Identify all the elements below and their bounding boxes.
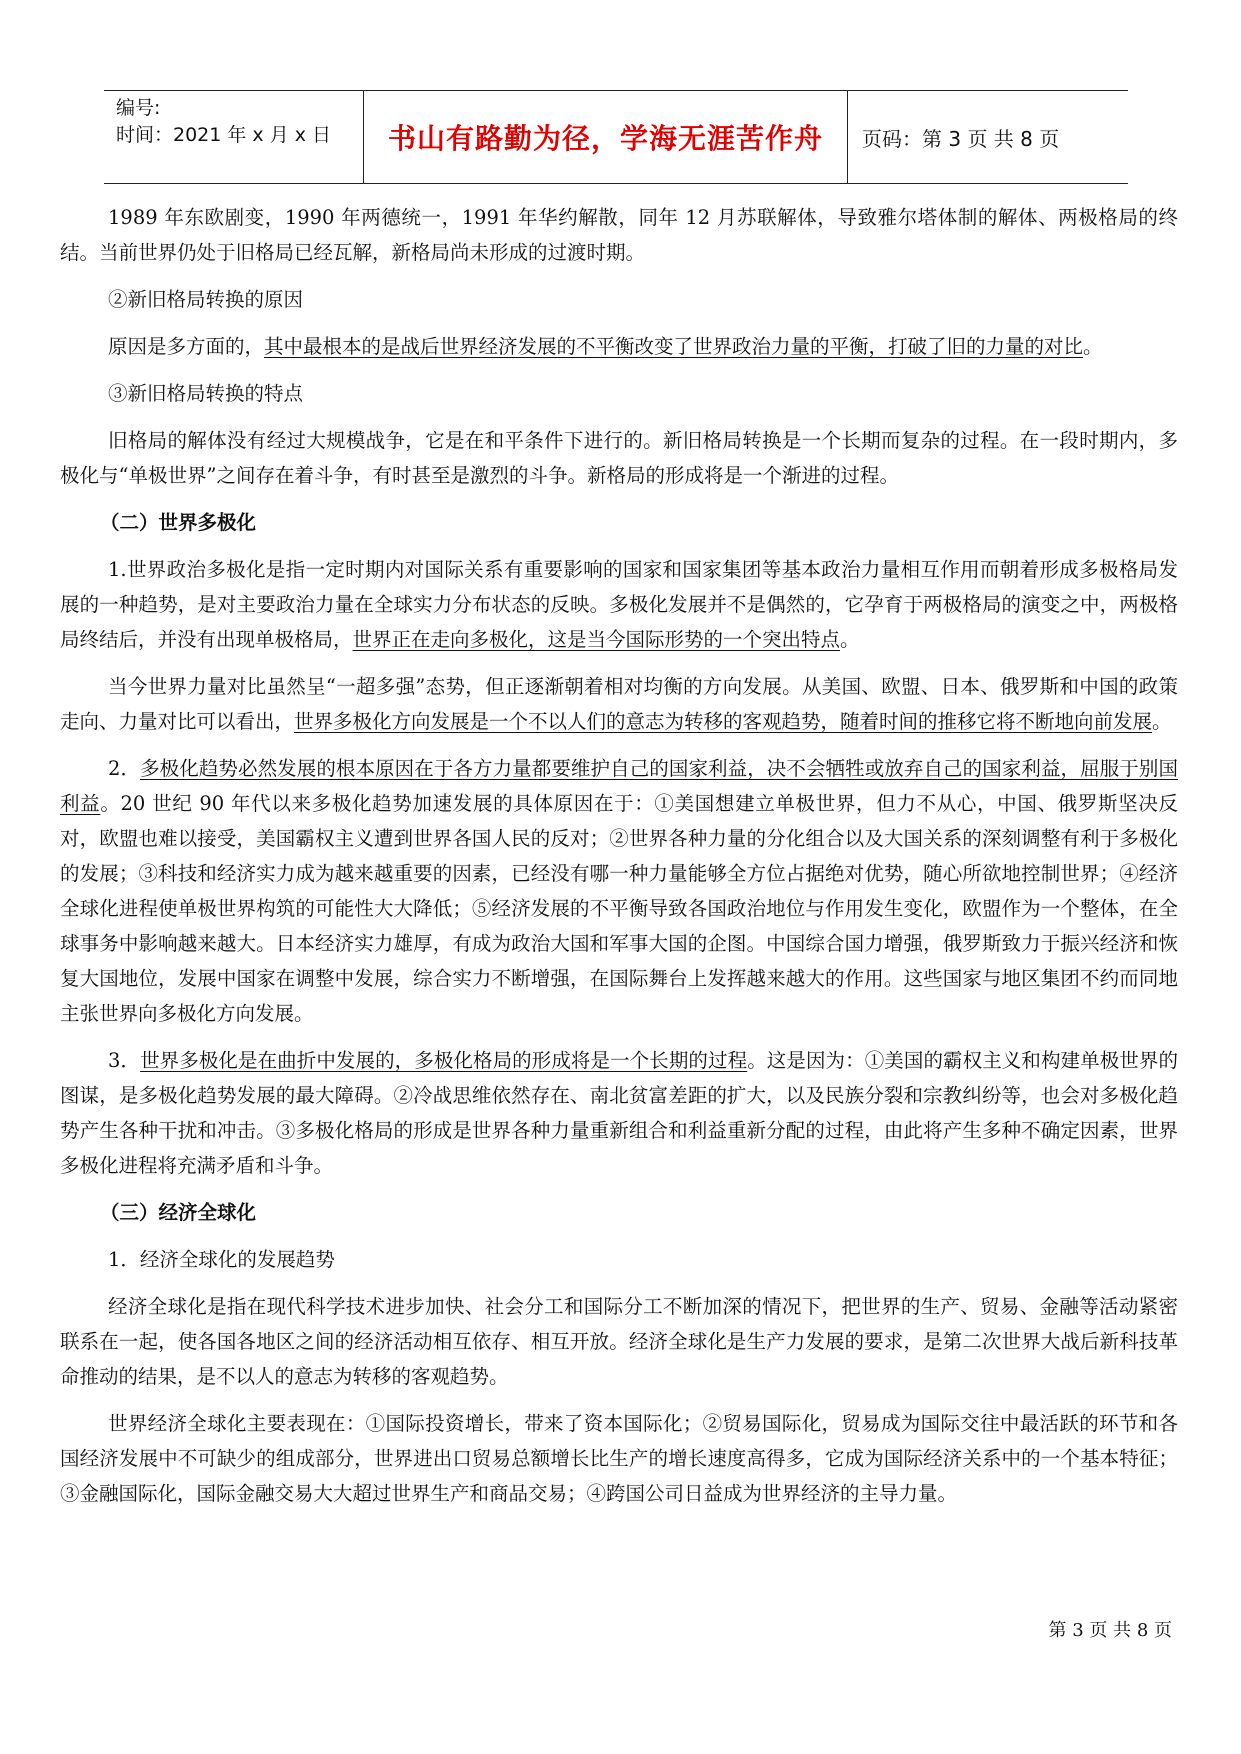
underlined-text: 多极化趋势必然发展的根本原因在于各方力量都要维护自己的国家利益，决不会牺牲或放弃自己的国家利益，屈服于别国利益 bbox=[60, 757, 1178, 815]
text-span: 1.世界政治多极化是指一定时期内对国际关系有重要影响的国家和国家集团等基本政治力量相互作用而朝着形成多极格局发展的一种趋势，是对主要政治力量在全球实力分布状态的反映。多极化发展并不是偶然的，它孕育于两极格局的演变之中，两极格局终结后，并没有出现单极格局， bbox=[60, 558, 1178, 651]
text-span: 原因是多方面的， bbox=[108, 335, 265, 358]
paragraph-7 bbox=[60, 1043, 1178, 1183]
header-meta-cell bbox=[104, 91, 364, 183]
text-span: 。20 世纪 90 年代以来多极化趋势加速发展的具体原因在于：①美国想建立单极世界，但力不从心，中国、俄罗斯坚决反对，欧盟也难以接受，美国霸权主义遭到世界各国人民的反对；②世界各种力量的分化组合以及大国关系的深刻调整有利于多极化的发展；③科技和经济实力成为越来越重要的因素，已经没有哪一种力量能够全方位占据绝对优势，随心所欲地控制世界；④经济全球化进程使单极世界构筑的可能性大大降低；⑤经济发展的不平衡导致各国政治地位与作用发生变化，欧盟作为一个整体，在全球事务中影响越来越大。日本经济实力雄厚，有成为政治大国和军事大国的企图。中国综合国力增强，俄罗斯致力于振兴经济和恢复大国地位，发展中国家在调整中发展，综合实力不断增强，在国际舞台上发挥越来越大的作用。这些国家与地区集团不约而同地主张世界向多极化方向发展。 bbox=[60, 792, 1178, 1025]
section-heading-2: （二）世界多极化 bbox=[100, 511, 257, 534]
paragraph-6 bbox=[60, 751, 1178, 1031]
section-heading-3: （三）经济全球化 bbox=[100, 1201, 257, 1224]
paragraph-8: 经济全球化是指在现代科学技术进步加快、社会分工和国际分工不断加深的情况下，把世界的生产、贸易、金融等活动紧密联系在一起，使各国各地区之间的经济活动相互依存、相互开放。经济全球化是生产力发展的要求，是第二次世界大战后新科技革命推动的结果，是不以人的意志为转移的客观趋势。 bbox=[60, 1295, 1178, 1388]
underlined-text: 其中最根本的是战后世界经济发展的不平衡改变了世界政治力量的平衡，打破了旧的力量的对比 bbox=[264, 335, 1084, 358]
text-span: 当今世界力量对比虽然呈“一超多强”态势，但正逐渐朝着相对均衡的方向发展。从美国、欧盟、日本、俄罗斯和中国的政策走向、力量对比可以看出， bbox=[60, 675, 1178, 733]
page-header-table bbox=[104, 90, 1128, 184]
subheading-feature: ③新旧格局转换的特点 bbox=[108, 382, 304, 405]
text-span: 。这是因为：①美国的霸权主义和构建单极世界的图谋，是多极化趋势发展的最大障碍。②冷战思维依然存在、南北贫富差距的扩大，以及民族分裂和宗教纠纷等，也会对多极化趋势产生各种干扰和冲击。③多极化格局的形成是世界各种力量重新组合和利益重新分配的过程，由此将产生多种不确定因素，世界多极化进程将充满矛盾和斗争。 bbox=[60, 1049, 1178, 1177]
subheading-trend: 1．经济全球化的发展趋势 bbox=[108, 1248, 335, 1271]
header-page-code: 页码：第 3 页 共 8 页 bbox=[862, 126, 1060, 151]
subheading-reason: ②新旧格局转换的原因 bbox=[108, 288, 304, 311]
paragraph-4 bbox=[60, 552, 1178, 657]
text-span: 。 bbox=[840, 628, 860, 651]
text-span: 2． bbox=[108, 757, 141, 780]
paragraph-2 bbox=[60, 329, 1178, 364]
text-span: 。 bbox=[1083, 335, 1103, 358]
underlined-text: 世界多极化方向发展是一个不以人们的意志为转移的客观趋势，随着时间的推移它将不断地向前发展 bbox=[294, 710, 1153, 733]
underlined-text: 世界正在走向多极化，这是当今国际形势的一个突出特点 bbox=[352, 628, 841, 651]
paragraph-9: 世界经济全球化主要表现在：①国际投资增长，带来了资本国际化；②贸易国际化，贸易成为国际交往中最活跃的环节和各国经济发展中不可缺少的组成部分，世界进出口贸易总额增长比生产的增长速度高得多，它成为国际经济关系中的一个基本特征；③金融国际化，国际金融交易大大超过世界生产和商品交易；④跨国公司日益成为世界经济的主导力量。 bbox=[60, 1412, 1178, 1505]
page-footer: 第 3 页 共 8 页 bbox=[1048, 1620, 1172, 1641]
text-span: 3． bbox=[108, 1049, 141, 1072]
text-span: 。 bbox=[1152, 710, 1172, 733]
underlined-text: 世界多极化是在曲折中发展的，多极化格局的形成将是一个长期的过程 bbox=[140, 1049, 748, 1072]
paragraph-1: 1989 年东欧剧变，1990 年两德统一，1991 年华约解散，同年 12 月苏联解体，导致雅尔塔体制的解体、两极格局的终结。当前世界仍处于旧格局已经瓦解，新格局尚未形成的过渡时期。 bbox=[60, 206, 1178, 264]
document-code-label: 编号: bbox=[116, 97, 161, 119]
header-motto: 书山有路勤为径，学海无涯苦作舟 bbox=[364, 91, 848, 183]
document-body bbox=[60, 200, 1178, 1511]
document-time-label: 时间：2021 年 x 月 x 日 bbox=[116, 124, 332, 146]
paragraph-3: 旧格局的解体没有经过大规模战争，它是在和平条件下进行的。新旧格局转换是一个长期而复杂的过程。在一段时期内，多极化与“单极世界”之间存在着斗争，有时甚至是激烈的斗争。新格局的形成将是一个渐进的过程。 bbox=[60, 429, 1178, 487]
paragraph-5 bbox=[60, 669, 1178, 739]
